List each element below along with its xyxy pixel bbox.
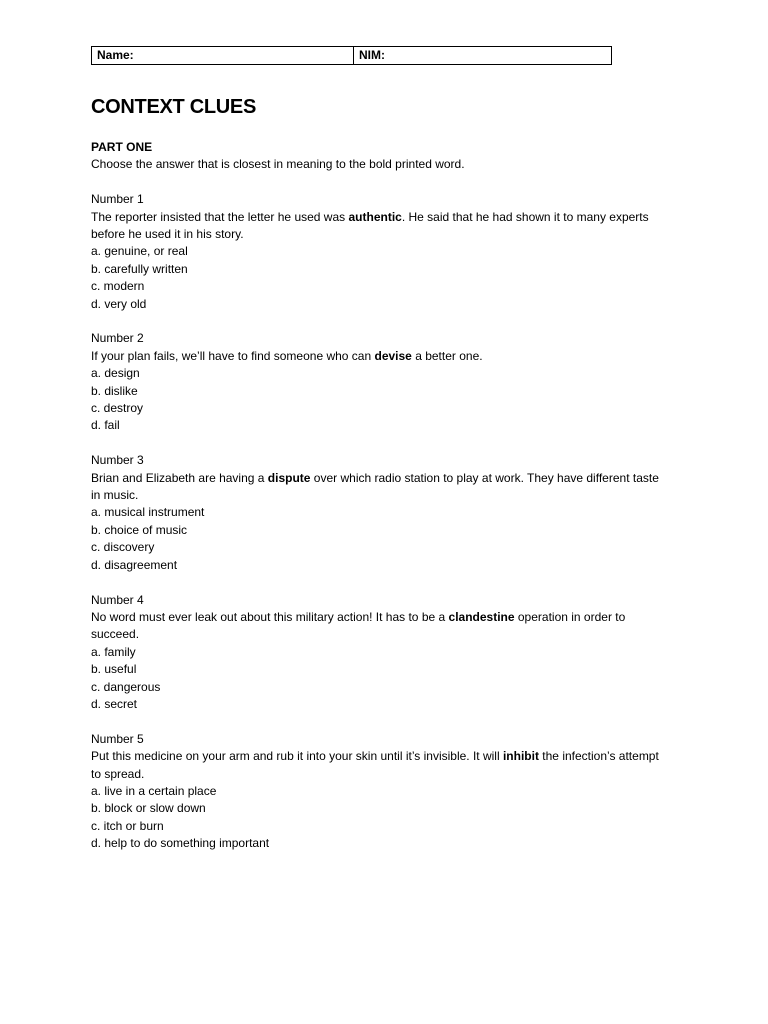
answer-option: a. live in a certain place — [91, 783, 217, 798]
question-stem: Put this medicine on your arm and rub it into your skin until it’s invisible. It will inhibit the infection’s attempt to spread. — [91, 749, 659, 781]
answer-option: b. carefully written — [91, 261, 188, 276]
question-4 — [91, 592, 671, 714]
answer-option: b. choice of music — [91, 522, 188, 537]
question-2 — [91, 330, 671, 434]
answer-option: a. genuine, or real — [91, 244, 188, 259]
question-keyword: devise — [374, 348, 412, 363]
question-keyword: dispute — [267, 470, 311, 485]
student-info-table — [91, 46, 612, 65]
answer-option: a. family — [91, 644, 136, 659]
question-3 — [91, 452, 671, 574]
page-title: CONTEXT CLUES — [91, 96, 256, 118]
question-number: Number 1 — [91, 192, 144, 207]
question-5 — [91, 731, 671, 853]
question-number: Number 3 — [91, 453, 144, 468]
part-intro — [91, 139, 671, 174]
answer-option: a. design — [91, 366, 140, 381]
nim-field[interactable]: NIM: — [359, 48, 385, 62]
answer-option: d. help to do something important — [91, 836, 270, 851]
answer-option: c. discovery — [91, 540, 155, 555]
question-stem: The reporter insisted that the letter he used was authentic. He said that he had shown it to many experts before he used it in his story. — [91, 209, 649, 242]
question-keyword: authentic — [348, 209, 402, 224]
answer-option: d. very old — [91, 296, 147, 311]
name-field[interactable]: Name: — [92, 47, 354, 64]
question-stem: No word must ever leak out about this military action! It has to be a clandestine operation in order to succeed. — [91, 609, 626, 642]
answer-option: c. destroy — [91, 401, 144, 416]
question-keyword: clandestine — [448, 609, 515, 624]
worksheet-body — [91, 139, 671, 870]
answer-option: c. itch or burn — [91, 818, 164, 833]
answer-option: b. dislike — [91, 383, 138, 398]
answer-option: a. musical instrument — [91, 505, 205, 520]
question-1 — [91, 191, 671, 313]
question-stem: Brian and Elizabeth are having a dispute over which radio station to play at work. They have different taste in music. — [91, 470, 659, 503]
part-instruction: Choose the answer that is closest in meaning to the bold printed word. — [91, 157, 465, 172]
answer-option: b. useful — [91, 662, 137, 677]
part-heading: PART ONE — [91, 140, 153, 154]
question-stem: If your plan fails, we’ll have to find someone who can devise a better one. — [91, 348, 483, 363]
answer-option: d. disagreement — [91, 557, 178, 572]
question-keyword: inhibit — [502, 749, 539, 764]
question-number: Number 4 — [91, 592, 144, 607]
answer-option: d. fail — [91, 418, 120, 433]
answer-option: d. secret — [91, 696, 138, 711]
question-number: Number 2 — [91, 331, 144, 346]
answer-option: b. block or slow down — [91, 801, 206, 816]
answer-option: c. dangerous — [91, 679, 161, 694]
question-number: Number 5 — [91, 731, 144, 746]
answer-option: c. modern — [91, 279, 145, 294]
